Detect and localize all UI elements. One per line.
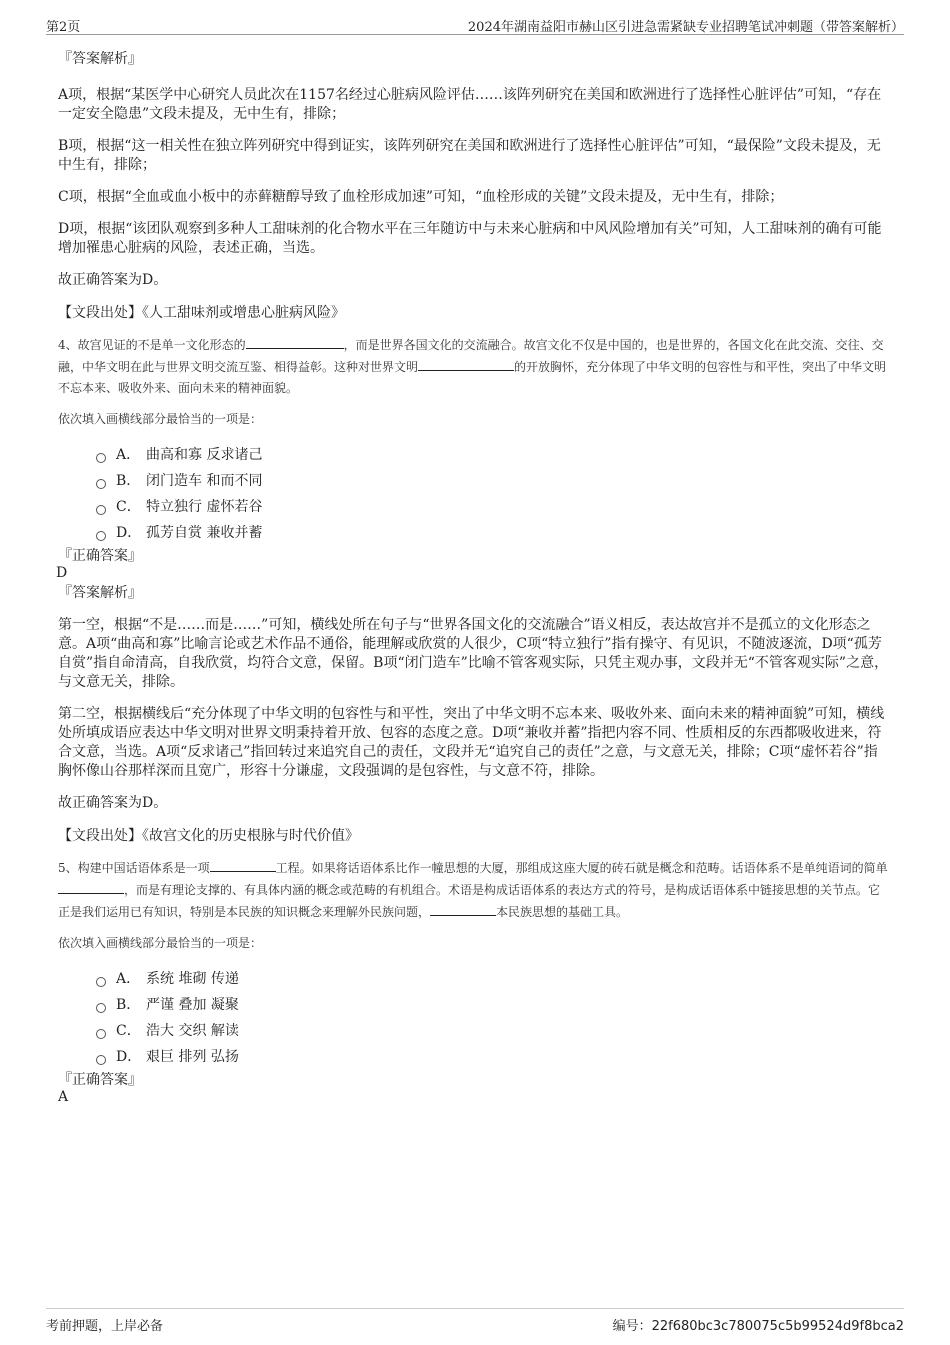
correct-answer: A	[58, 1089, 69, 1105]
footer-slogan: 考前押题，上岸必备	[46, 1319, 164, 1334]
fill-blank	[246, 334, 344, 349]
option-a[interactable]: A． 系统 堆砌 传递	[96, 966, 890, 992]
radio-icon[interactable]	[96, 1029, 106, 1039]
stem-text: 工程。如果将话语体系比作一幢思想的大厦，那组成这座大厦的砖石就是概念和范畴。话语体系不是单纯语词的简单	[275, 861, 888, 875]
analysis-para-1: 第一空，根据“不是……而是……”可知，横线处所在句子与“世界各国文化的交流融合”语义相反，表达故宫并不是孤立的文化形态之意。A项“曲高和寡”比喻言论或艺术作品不通俗，能理解或欣赏的人很少，C项“特立独行”指有操守、有见识，不随波逐流，D项“孤芳自赏”指自命清高，自我欣赏，均符合文意，保留。B项“闭门造车”比喻不管客观实际，只凭主观办事，文段并无“不管客观实际”之意，与文意无关，排除。	[58, 617, 889, 690]
question-5-stem	[58, 857, 890, 923]
analysis-para-d: D项，根据“该团队观察到多种人工甜味剂的化合物水平在三年随访中与未来心脏病和中风风险增加有关”可知，人工甜味剂的确有可能增加罹患心脏病的风险，表述正确，当选。	[58, 221, 882, 256]
passage-source: 【文段出处】《故宫文化的历史根脉与时代价值》	[58, 828, 359, 844]
fill-blank	[210, 857, 276, 872]
main-content	[58, 46, 890, 1106]
document-code	[613, 1315, 904, 1334]
passage-source: 【文段出处】《人工甜味剂或增患心脏病风险》	[58, 305, 345, 321]
correct-answer-label: 『正确答案』	[58, 548, 142, 564]
question-4-stem	[58, 334, 890, 399]
analysis-conclusion: 故正确答案为D。	[58, 795, 168, 811]
radio-icon[interactable]	[96, 531, 106, 541]
page-number: 第2页	[46, 20, 81, 35]
radio-icon[interactable]	[96, 505, 106, 515]
analysis-para-a: A项，根据“某医学中心研究人员此次在1157名经过心脏病风险评估……该阵列研究在美国和欧洲进行了选择性心脏评估”可知，“存在一定安全隐患”文段未提及，无中生有，排除；	[58, 87, 882, 122]
fill-blank	[58, 879, 124, 894]
stem-text: 本民族思想的基础工具。	[496, 905, 629, 919]
stem-text: ，而是世界各国文化的交流融合。故宫文化不仅是中国的，也是世界的，各国文化在此交流、交往、交融，中华文明在此与世界文明交流互鉴、相得益彰。这种对世界文明	[58, 338, 884, 374]
analysis-para-c: C项，根据“全血或血小板中的赤藓糖醇导致了血栓形成加速”可知，“血栓形成的关键”文段未提及，无中生有，排除；	[58, 189, 784, 205]
radio-icon[interactable]	[96, 977, 106, 987]
page-header	[46, 14, 904, 35]
option-c[interactable]: C． 特立独行 虚怀若谷	[96, 494, 890, 520]
analysis-label: 『答案解析』	[58, 585, 142, 601]
question-4-options	[58, 442, 890, 546]
correct-answer: D	[56, 565, 68, 581]
radio-icon[interactable]	[96, 479, 106, 489]
question-prompt: 依次填入画横线部分最恰当的一项是：	[58, 412, 263, 426]
stem-text: ，而是有理论支撑的、有具体内涵的概念或范畴的有机组合。术语是构成话语体系的表达方式的符号，是构成话语体系中链接思想的关节点。它正是我们运用已有知识，特别是本民族的知识概念来理解外民族问题，	[58, 883, 881, 919]
radio-icon[interactable]	[96, 1003, 106, 1013]
question-5-options	[58, 966, 890, 1070]
analysis-para-2: 第二空，根据横线后“充分体现了中华文明的包容性与和平性，突出了中华文明不忘本来、吸收外来、面向未来的精神面貌”可知，横线处所填成语应表达中华文明对世界文明秉持着开放、包容的态度之意。D项“兼收并蓄”指把内容不同、性质相反的东西都吸收进来，符合文意，当选。A项“反求诸己”指回转过来追究自己的责任，文段并无“追究自己的责任”之意，与文意无关，排除；C项“虚怀若谷”指胸怀像山谷那样深而且宽广，形容十分谦虚，文段强调的是包容性，与文意不符，排除。	[58, 706, 885, 779]
stem-text: 4、故宫见证的不是单一文化形态的	[58, 338, 246, 352]
analysis-para-b: B项，根据“这一相关性在独立阵列研究中得到证实，该阵列研究在美国和欧洲进行了选择性心脏评估”可知，“最保险”文段未提及，无中生有，排除；	[58, 138, 881, 173]
stem-text: 的开放胸怀，充分体现了中华文明的包容性与和平性，突出了中华文明不忘本来、吸收外来、面向未来的精神面貌。	[58, 360, 887, 395]
document-title: 2024年湖南益阳市赫山区引进急需紧缺专业招聘笔试冲刺题（带答案解析）	[467, 20, 904, 35]
code-value: 22f680bc3c780075c5b99524d9f8bca2	[651, 1319, 904, 1334]
option-b[interactable]: B． 严谨 叠加 凝聚	[96, 992, 890, 1018]
option-c[interactable]: C． 浩大 交织 解读	[96, 1018, 890, 1044]
analysis-label: 『答案解析』	[58, 51, 142, 67]
question-prompt: 依次填入画横线部分最恰当的一项是：	[58, 936, 263, 950]
fill-blank	[418, 356, 514, 371]
option-d[interactable]: D． 孤芳自赏 兼收并蓄	[96, 520, 890, 546]
option-d[interactable]: D． 艰巨 排列 弘扬	[96, 1044, 890, 1070]
radio-icon[interactable]	[96, 453, 106, 463]
fill-blank	[430, 901, 496, 916]
correct-answer-label: 『正确答案』	[58, 1072, 142, 1088]
stem-text: 5、构建中国话语体系是一项	[58, 861, 210, 875]
analysis-conclusion: 故正确答案为D。	[58, 272, 168, 288]
option-b[interactable]: B． 闭门造车 和而不同	[96, 468, 890, 494]
radio-icon[interactable]	[96, 1055, 106, 1065]
option-a[interactable]: A． 曲高和寡 反求诸己	[96, 442, 890, 468]
code-label: 编号：	[612, 1319, 652, 1334]
page-footer	[46, 1308, 904, 1337]
